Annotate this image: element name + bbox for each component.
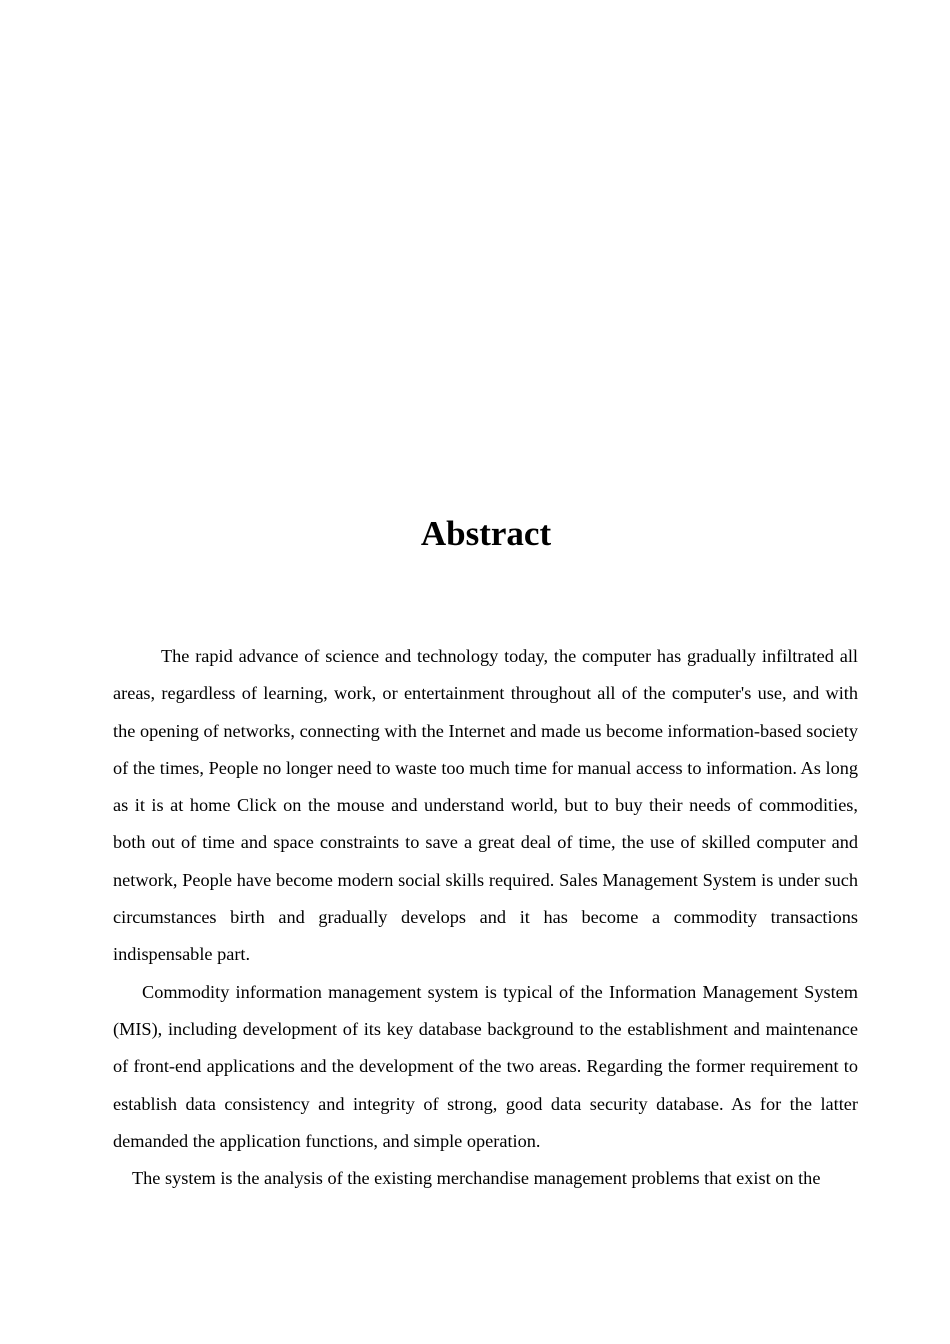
abstract-body [113,638,858,1197]
paragraph: Commodity information management system is typical of the Information Management System (MIS), including development of its key database background to the establishment and maintenance of front-end applications and the development of the two areas. Regarding the former requirement to establish data consistency and integrity of strong, good data security database. As for the latter demanded the application functions, and simple operation. [113,981,858,1151]
page-title: Abstract [420,514,552,553]
paragraph: The rapid advance of science and technology today, the computer has gradually infiltrated all areas, regardless of learning, work, or entertainment throughout all of the computer's use, and with the opening of networks, connecting with the Internet and made us become information-based society of the times, People no longer need to waste too much time for manual access to information. As long as it is at home Click on the mouse and understand world, but to buy their needs of commodities, both out of time and space constraints to save a great deal of time, the use of skilled computer and network, People have become modern social skills required. Sales Management System is under such circumstances birth and gradually develops and it has become a commodity transactions indispensable part. [113,646,858,965]
paragraph: The system is the analysis of the existing merchandise management problems that exist on the [132,1168,821,1189]
